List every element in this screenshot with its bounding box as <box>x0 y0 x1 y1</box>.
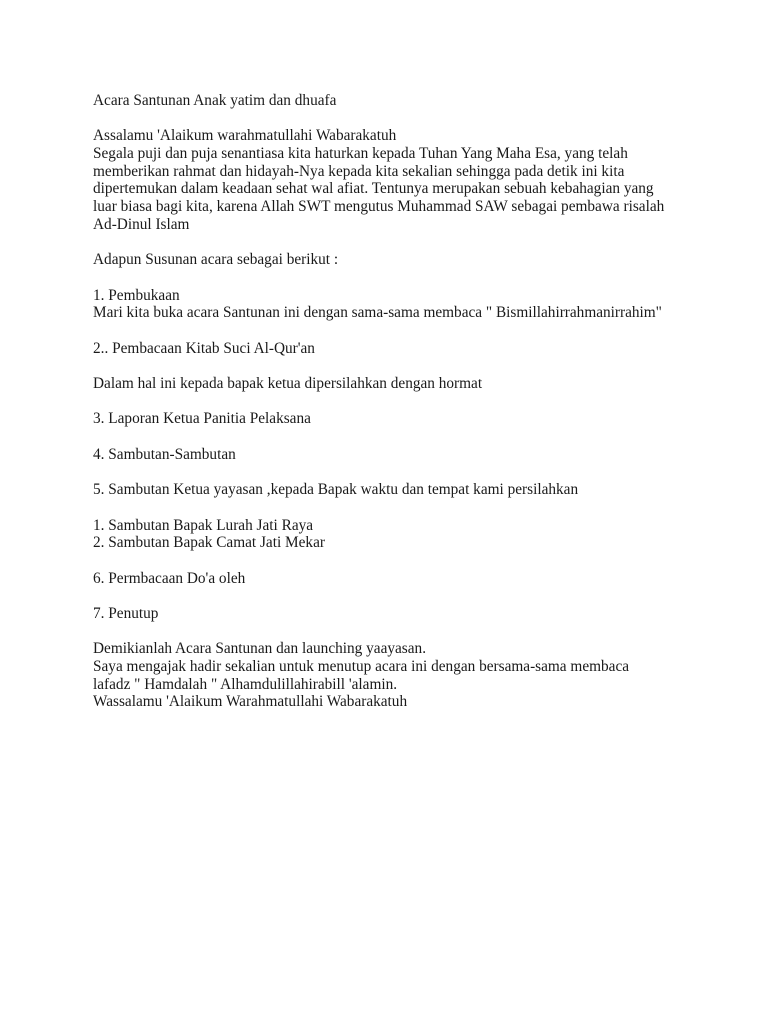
intro-line: Segala puji dan puja senantiasa kita haturkan kepada Tuhan Yang Maha Esa, yang telah <box>93 145 628 163</box>
blank-line <box>93 322 733 340</box>
blank-line <box>93 234 733 252</box>
agenda-item-3-title: 3. Laporan Ketua Panitia Pelaksana <box>93 410 311 428</box>
agenda-item-2-text: Dalam hal ini kepada bapak ketua dipersilahkan dengan hormat <box>93 375 483 392</box>
intro-line: luar biasa bagi kita, karena Allah SWT mengutus Muhammad SAW sebagai pembawa risalah <box>93 198 665 216</box>
greeting: Assalamu 'Alaikum warahmatullahi Wabarakatuh <box>93 127 397 145</box>
sub-item: 2. Sambutan Bapak Camat Jati Mekar <box>93 534 325 552</box>
blank-line <box>93 428 733 446</box>
sub-item: 1. Sambutan Bapak Lurah Jati Raya <box>93 516 314 534</box>
agenda-item-1-title: 1. Pembukaan <box>93 286 180 304</box>
blank-line <box>93 357 733 375</box>
closing-line: lafadz " Hamdalah " Alhamdulillahirabill 'alamin. <box>93 675 398 693</box>
blank-line <box>93 110 733 128</box>
blank-line <box>93 463 733 481</box>
document-title: Acara Santunan Anak yatim dan dhuafa <box>93 92 337 109</box>
agenda-intro: Adapun Susunan acara sebagai berikut : <box>93 251 339 269</box>
document-page <box>93 92 733 711</box>
intro-line: Ad-Dinul Islam <box>93 215 190 233</box>
blank-line <box>93 499 733 517</box>
blank-line <box>93 552 733 570</box>
agenda-item-4-title: 4. Sambutan-Sambutan <box>93 445 236 463</box>
agenda-item-5-title: 5. Sambutan Ketua yayasan ,kepada Bapak waktu dan tempat kami persilahkan <box>93 481 579 499</box>
agenda-item-1-text: Mari kita buka acara Santunan ini dengan sama-sama membaca " Bismillahirrahmanirrahim" <box>93 304 662 322</box>
blank-line <box>93 269 733 287</box>
agenda-item-7-title: 7. Penutup <box>93 604 159 622</box>
agenda-item-6-title: 6. Permbacaan Do'a oleh <box>93 569 246 587</box>
intro-line: dipertemukan dalam keadaan sehat wal afiat. Tentunya merupakan sebuah kebahagian yang <box>93 180 654 198</box>
intro-line: memberikan rahmat dan hidayah-Nya kepada kita sekalian sehingga pada detik ini kita <box>93 162 625 180</box>
blank-line <box>93 587 733 605</box>
agenda-item-2-title: 2.. Pembacaan Kitab Suci Al-Qur'an <box>93 339 315 357</box>
closing-line: Saya mengajak hadir sekalian untuk menutup acara ini dengan bersama-sama membaca <box>93 658 630 675</box>
blank-line <box>93 623 733 641</box>
closing-line: Demikianlah Acara Santunan dan launching yaayasan. <box>93 640 427 658</box>
closing-line: Wassalamu 'Alaikum Warahmatullahi Wabarakatuh <box>93 693 408 711</box>
blank-line <box>93 393 733 411</box>
